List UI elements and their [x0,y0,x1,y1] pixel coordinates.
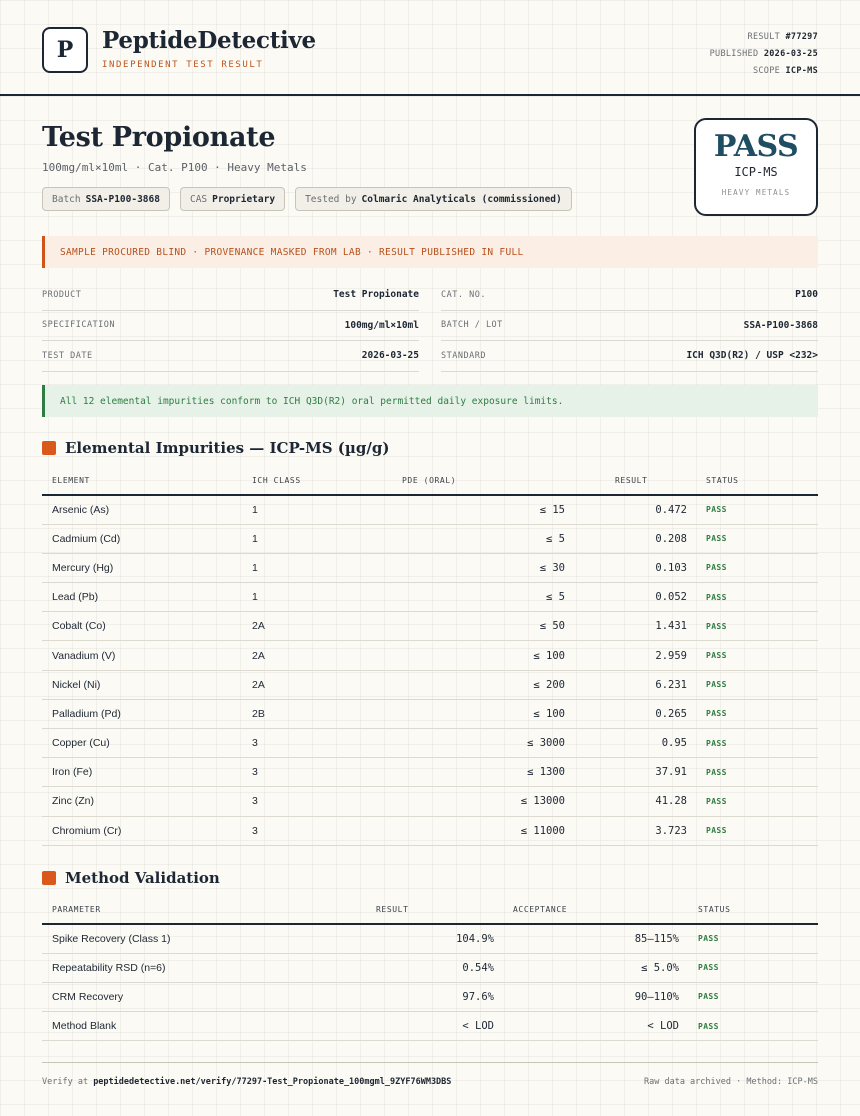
result-value: 0.265 [565,699,687,728]
pde-limit: ≤ 3000 [392,729,565,758]
info-specification: SPECIFICATION 100mg/ml×10ml [42,311,419,342]
status-badge: PASS [679,982,818,1011]
table-row [42,699,818,728]
ich-class: 2B [242,699,392,728]
impurities-table [42,466,818,846]
table-row [42,924,818,953]
result-value: 0.052 [565,583,687,612]
ich-class: 3 [242,816,392,845]
scope-line: SCOPE ICP-MS [752,66,818,76]
info-standard: STANDARD ICH Q3D(R2) / USP <232> [441,341,818,372]
ich-class: 3 [242,787,392,816]
table-header-row [42,466,818,495]
validation-title: Method Validation [65,869,220,887]
tested-by-chip: Tested by Colmaric Analyticals (commissioned) [295,187,572,211]
brand-name[interactable]: PeptideDetective [102,27,316,54]
status-badge: PASS [679,1012,818,1041]
stamp-method: ICP-MS [734,165,778,179]
result-value: 0.103 [565,553,687,582]
result-value: 104.9% [342,924,494,953]
result-value: 41.28 [565,787,687,816]
ich-class: 2A [242,670,392,699]
batch-chip: Batch SSA-P100-3868 [42,187,170,211]
table-header-row [42,895,818,924]
col-result: RESULT [342,895,494,924]
table-row [42,583,818,612]
info-test-date: TEST DATE 2026-03-25 [42,341,419,372]
info-row [42,311,818,342]
section-marker-icon [42,871,56,885]
col-pde: PDE (ORAL) [392,466,565,495]
element-name: Chromium (Cr) [42,816,242,845]
pde-limit: ≤ 1300 [392,758,565,787]
footer-archive-note: Raw data archived · Method: ICP-MS [644,1077,818,1087]
table-row [42,553,818,582]
published-date-line: PUBLISHED 2026-03-25 [709,49,818,59]
status-badge: PASS [687,583,818,612]
acceptance-range: 85–115% [494,924,679,953]
stamp-scope: HEAVY METALS [721,188,791,197]
element-name: Cobalt (Co) [42,612,242,641]
element-name: Cadmium (Cd) [42,524,242,553]
ich-class: 3 [242,729,392,758]
element-name: Zinc (Zn) [42,787,242,816]
info-batch-lot: BATCH / LOT SSA-P100-3868 [441,311,818,342]
status-badge: PASS [687,495,818,524]
product-chips [42,187,572,211]
status-badge: PASS [679,924,818,953]
table-row [42,612,818,641]
result-value: 0.472 [565,495,687,524]
ich-class: 1 [242,583,392,612]
table-row [42,787,818,816]
col-status: STATUS [679,895,818,924]
element-name: Copper (Cu) [42,729,242,758]
status-badge: PASS [687,816,818,845]
footer-divider [42,1062,818,1063]
table-row [42,729,818,758]
pde-limit: ≤ 100 [392,699,565,728]
table-row [42,495,818,524]
status-badge: PASS [687,553,818,582]
col-parameter: PARAMETER [42,895,342,924]
element-name: Iron (Fe) [42,758,242,787]
info-cat-no: CAT. NO. P100 [441,280,818,311]
acceptance-range: ≤ 5.0% [494,953,679,982]
status-badge: PASS [687,758,818,787]
pde-limit: ≤ 30 [392,553,565,582]
ich-class: 2A [242,612,392,641]
col-element: ELEMENT [42,466,242,495]
info-product: PRODUCT Test Propionate [42,280,419,311]
result-value: 97.6% [342,982,494,1011]
table-row [42,953,818,982]
parameter-name: Method Blank [42,1012,342,1041]
result-value: 1.431 [565,612,687,641]
col-ich-class: ICH CLASS [242,466,392,495]
result-value: 0.54% [342,953,494,982]
cas-chip: CAS Proprietary [180,187,285,211]
parameter-name: CRM Recovery [42,982,342,1011]
info-row [42,341,818,372]
stamp-verdict: PASS [713,129,799,164]
result-value: 37.91 [565,758,687,787]
ich-class: 1 [242,553,392,582]
pass-stamp [694,118,818,216]
pde-limit: ≤ 50 [392,612,565,641]
result-value: 6.231 [565,670,687,699]
validation-table [42,895,818,1041]
status-badge: PASS [687,670,818,699]
element-name: Palladium (Pd) [42,699,242,728]
conformance-banner: All 12 elemental impurities conform to ICH Q3D(R2) oral permitted daily exposure limits. [42,385,818,417]
table-row [42,1012,818,1041]
status-badge: PASS [687,787,818,816]
pde-limit: ≤ 13000 [392,787,565,816]
col-status: STATUS [687,466,818,495]
report-header [0,0,860,96]
verify-link[interactable]: peptidedetective.net/verify/77297-Test_Propionate_100mgml_9ZYF76WM3DBS [93,1077,452,1087]
acceptance-range: 90–110% [494,982,679,1011]
result-number-line: RESULT #77297 [747,32,818,42]
element-name: Lead (Pb) [42,583,242,612]
result-value: 0.95 [565,729,687,758]
status-badge: PASS [679,953,818,982]
element-name: Mercury (Hg) [42,553,242,582]
pde-limit: ≤ 11000 [392,816,565,845]
impurities-title: Elemental Impurities — ICP-MS (µg/g) [65,439,390,457]
pde-limit: ≤ 200 [392,670,565,699]
brand-tagline: INDEPENDENT TEST RESULT [102,60,264,70]
table-row [42,982,818,1011]
impurities-section-heading [42,439,389,457]
pde-limit: ≤ 100 [392,641,565,670]
pde-limit: ≤ 15 [392,495,565,524]
ich-class: 1 [242,495,392,524]
table-row [42,670,818,699]
element-name: Arsenic (As) [42,495,242,524]
element-name: Nickel (Ni) [42,670,242,699]
ich-class: 3 [242,758,392,787]
status-badge: PASS [687,612,818,641]
product-title: Test Propionate [42,122,276,153]
pde-limit: ≤ 5 [392,583,565,612]
verify-line: Verify at peptidedetective.net/verify/77297-Test_Propionate_100mgml_9ZYF76WM3DBS [42,1077,452,1087]
result-value: 2.959 [565,641,687,670]
status-badge: PASS [687,729,818,758]
pde-limit: ≤ 5 [392,524,565,553]
table-row [42,758,818,787]
table-row [42,816,818,845]
ich-class: 1 [242,524,392,553]
parameter-name: Spike Recovery (Class 1) [42,924,342,953]
col-result: RESULT [565,466,687,495]
validation-section-heading [42,869,220,887]
result-value: 0.208 [565,524,687,553]
brand-logo[interactable]: P [42,27,88,73]
result-value: 3.723 [565,816,687,845]
ich-class: 2A [242,641,392,670]
blind-procurement-notice: SAMPLE PROCURED BLIND · PROVENANCE MASKED FROM LAB · RESULT PUBLISHED IN FULL [42,236,818,268]
parameter-name: Repeatability RSD (n=6) [42,953,342,982]
table-row [42,641,818,670]
status-badge: PASS [687,524,818,553]
status-badge: PASS [687,641,818,670]
acceptance-range: < LOD [494,1012,679,1041]
element-name: Vanadium (V) [42,641,242,670]
status-badge: PASS [687,699,818,728]
sample-info-grid [42,280,818,372]
info-row [42,280,818,311]
table-row [42,524,818,553]
result-value: < LOD [342,1012,494,1041]
section-marker-icon [42,441,56,455]
report-meta [710,29,818,80]
product-subtitle: 100mg/ml×10ml · Cat. P100 · Heavy Metals [42,161,307,174]
col-acceptance: ACCEPTANCE [494,895,679,924]
